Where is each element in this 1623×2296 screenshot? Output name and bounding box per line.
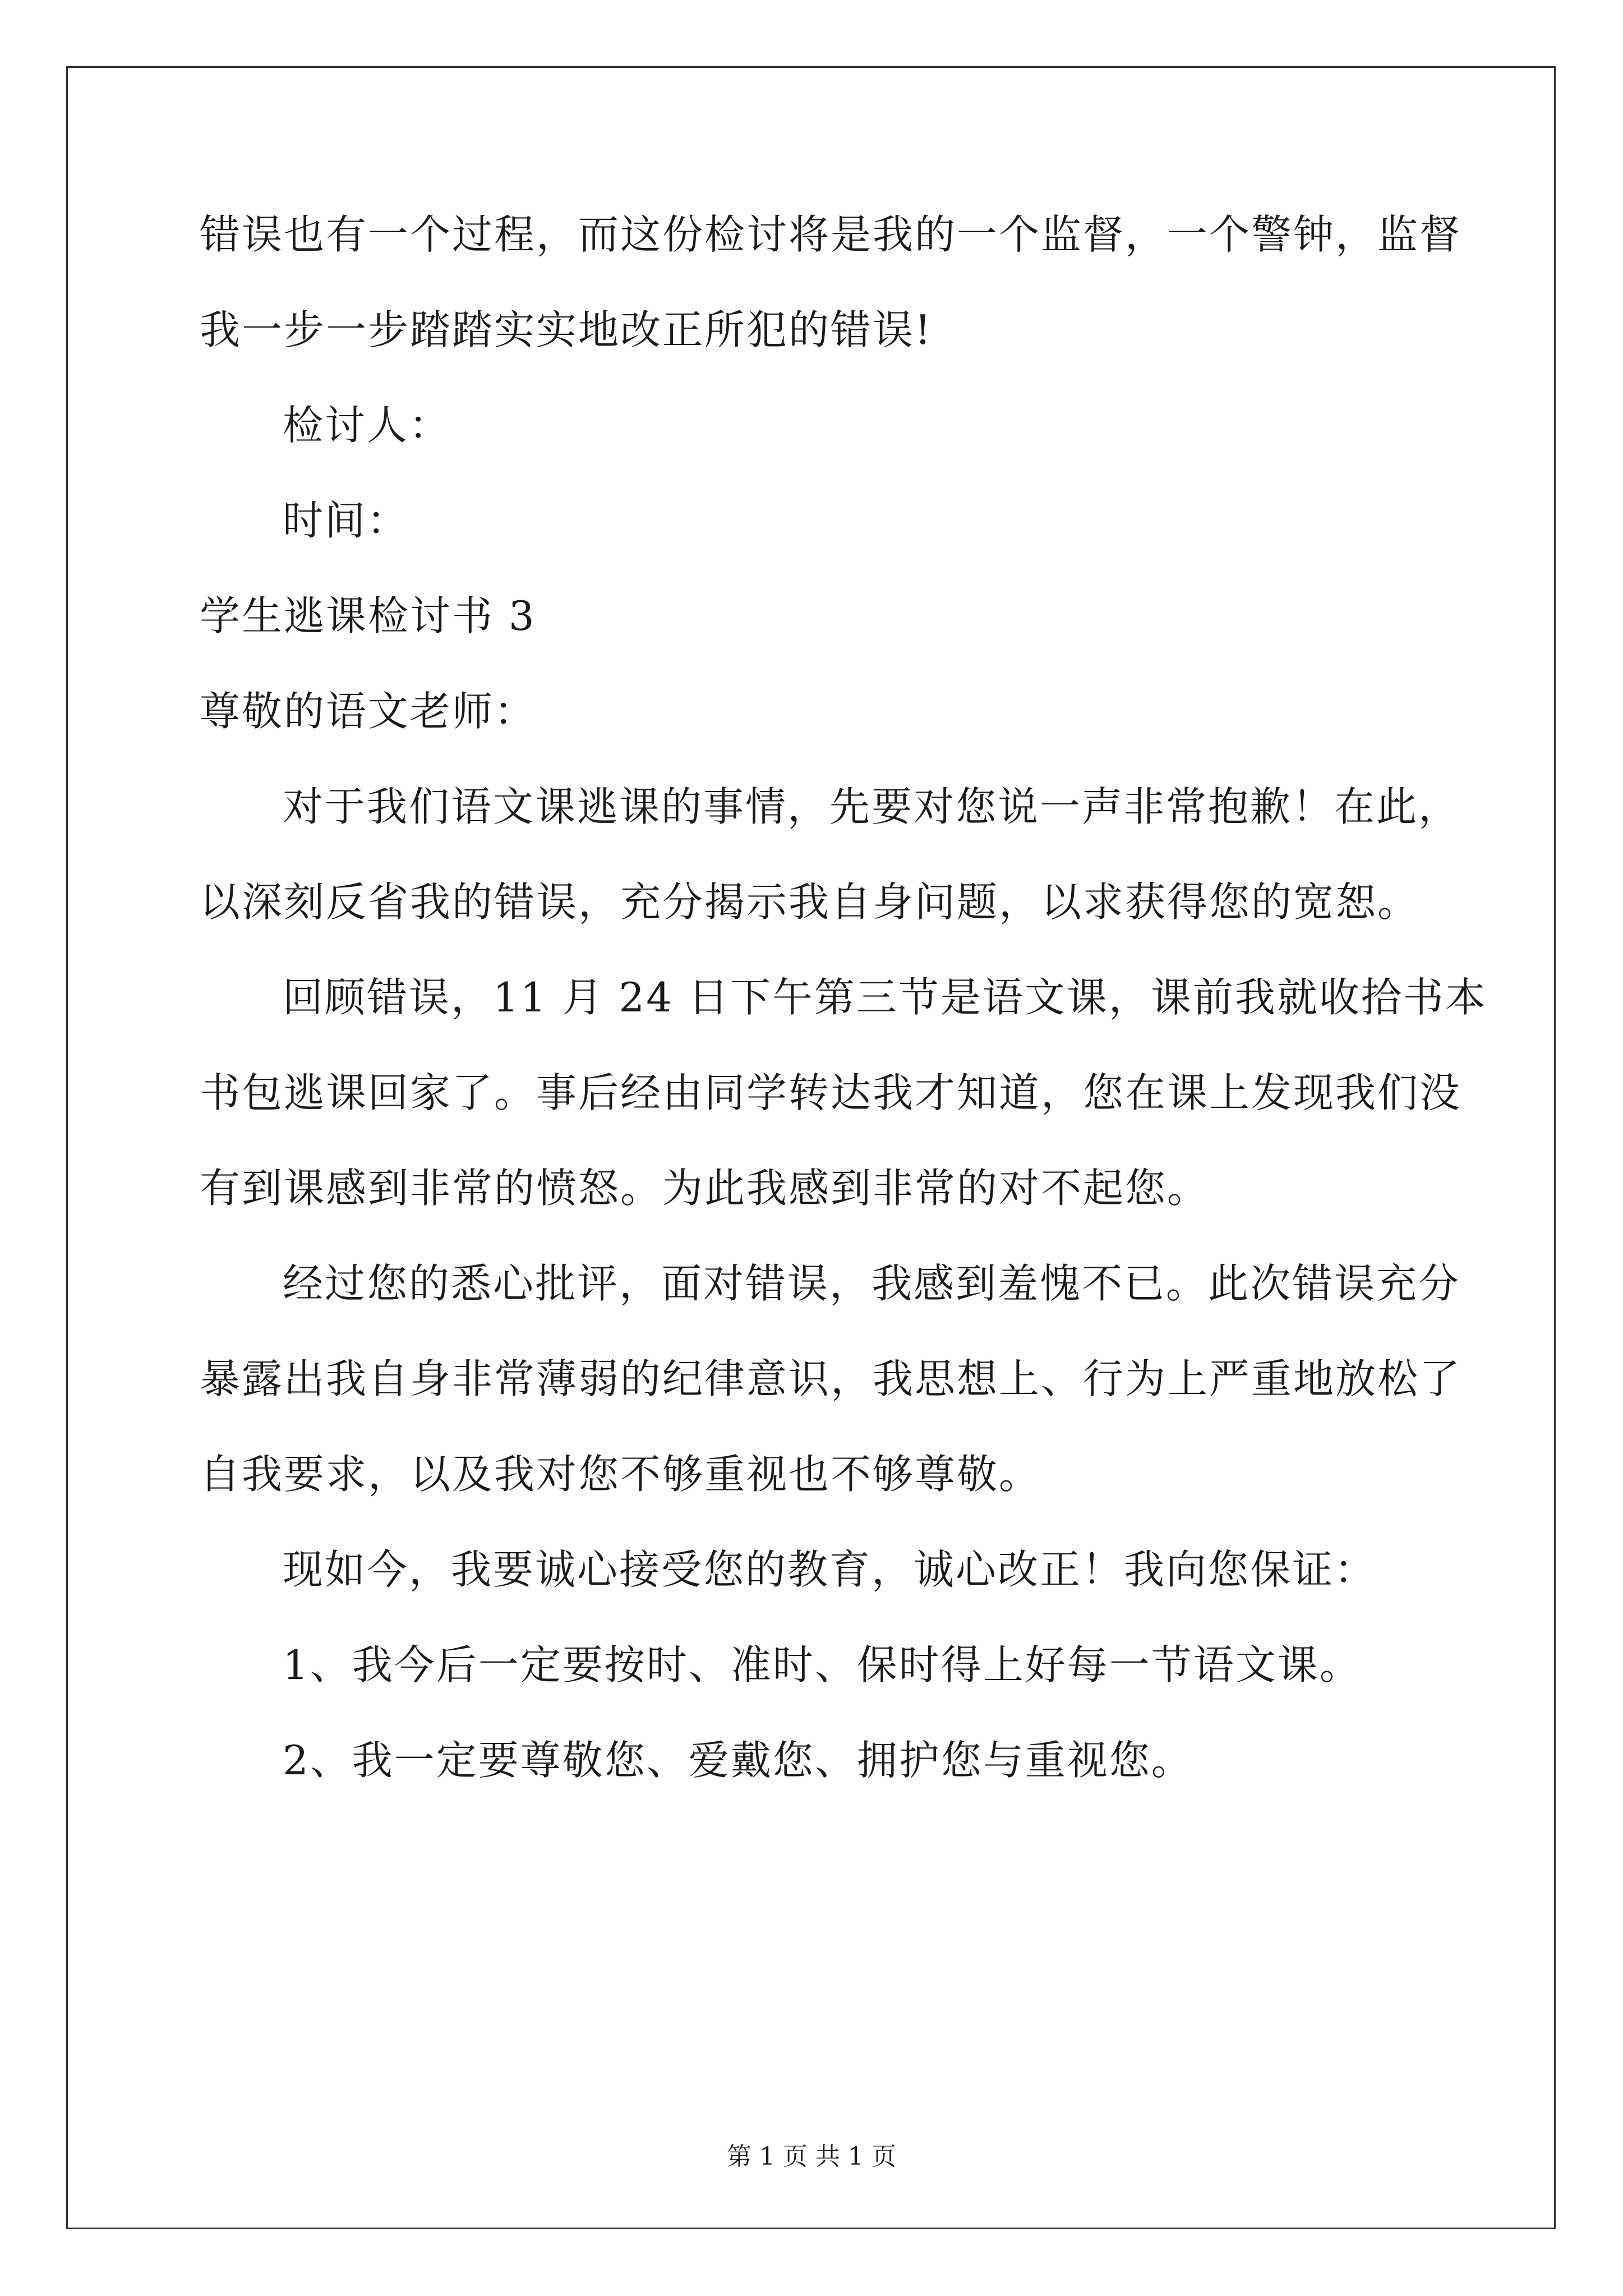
text-line: 自我要求，以及我对您不够重视也不够尊敬。: [200, 1451, 1041, 1498]
section-title: 学生逃课检讨书 3: [200, 592, 536, 639]
list-item: 1、我今后一定要按时、准时、保时得上好每一节语文课。: [283, 1641, 1362, 1688]
text-line: 对于我们语文课逃课的事情，先要对您说一声非常抱歉！在此，: [283, 783, 1461, 830]
date-label: 时间：: [283, 497, 409, 544]
text-line: 书包逃课回家了。事后经由同学转达我才知道，您在课上发现我们没: [200, 1069, 1462, 1116]
text-line: 我一步一步踏踏实实地改正所犯的错误!: [200, 306, 933, 353]
page-number: 第 1 页 共 1 页: [727, 2142, 896, 2171]
list-item: 2、我一定要尊敬您、爱戴您、拥护您与重视您。: [283, 1737, 1193, 1784]
text-line: 现如今，我要诚心接受您的教育，诚心改正！我向您保证：: [283, 1546, 1377, 1593]
page-border: [66, 66, 1556, 2229]
text-line: 经过您的悉心批评，面对错误，我感到羞愧不已。此次错误充分: [283, 1260, 1461, 1307]
text-line: 错误也有一个过程，而这份检讨将是我的一个监督，一个警钟，监督: [200, 211, 1462, 258]
salutation: 尊敬的语文老师：: [200, 688, 537, 735]
signer-label: 检讨人：: [283, 402, 451, 449]
text-line: 以深刻反省我的错误，充分揭示我自身问题，以求获得您的宽恕。: [200, 878, 1420, 926]
text-line: 有到课感到非常的愤怒。为此我感到非常的对不起您。: [200, 1165, 1210, 1212]
text-line: 暴露出我自身非常薄弱的纪律意识，我思想上、行为上严重地放松了: [200, 1355, 1462, 1402]
text-line: 回顾错误，11 月 24 日下午第三节是语文课，课前我就收拾书本: [283, 974, 1487, 1021]
